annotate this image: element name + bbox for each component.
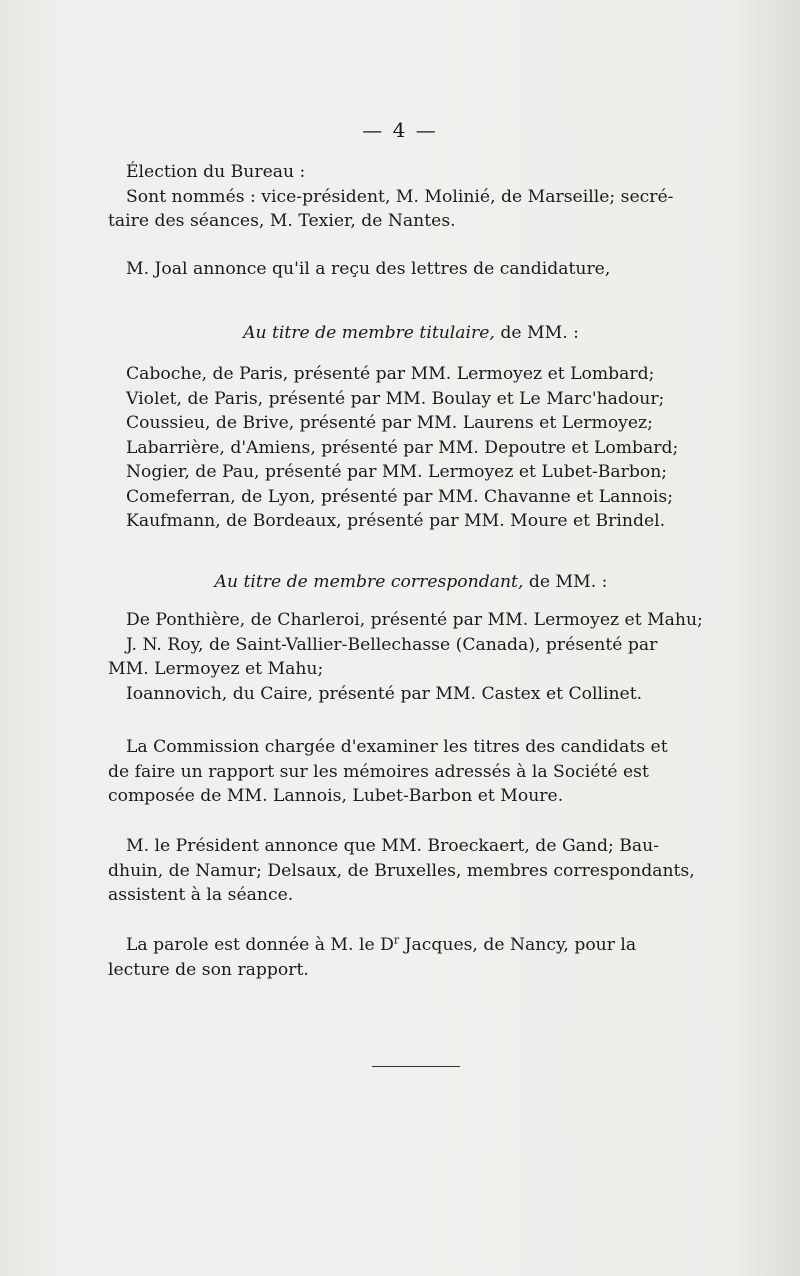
- election-section: [108, 160, 714, 234]
- list-item: Comeferran, de Lyon, présenté par MM. Chavanne et Lannois;: [126, 486, 674, 507]
- correspondant-heading-italic: Au titre de membre correspondant,: [214, 572, 524, 592]
- list-item: Nogier, de Pau, présenté par MM. Lermoyez et Lubet-Barbon;: [126, 462, 668, 482]
- election-heading: Élection du Bureau :: [126, 162, 306, 182]
- president-line-3: assistent à la séance.: [108, 885, 294, 905]
- list-item: J. N. Roy, de Saint-Vallier-Bellechasse (Canada), présenté par: [126, 634, 658, 655]
- president-line-2: dhuin, de Namur; Delsaux, de Bruxelles, membres correspondants,: [108, 860, 695, 881]
- section-divider: [372, 1066, 460, 1067]
- correspondant-heading-roman: de MM. :: [523, 572, 608, 592]
- list-item: Caboche, de Paris, présenté par MM. Lermoyez et Lombard;: [126, 364, 655, 384]
- parole-line-2: lecture de son rapport.: [108, 959, 309, 980]
- list-item: Ioannovich, du Caire, présenté par MM. Castex et Collinet.: [126, 683, 643, 704]
- page-number: — 4 —: [362, 118, 438, 142]
- commission-line-1: La Commission chargée d'examiner les titres des candidats et: [126, 737, 668, 757]
- announcement-text: M. Joal annonce qu'il a reçu des lettres de candidature,: [126, 259, 611, 279]
- list-item: Kaufmann, de Bordeaux, présenté par MM. Moure et Brindel.: [126, 511, 666, 531]
- titulaire-heading-italic: Au titre de membre titulaire,: [243, 323, 495, 343]
- commission-line-3: composée de MM. Lannois, Lubet-Barbon et Moure.: [108, 786, 564, 806]
- election-line-2: taire des séances, M. Texier, de Nantes.: [108, 211, 456, 231]
- correspondant-heading: [108, 570, 714, 595]
- parole-line-1: La parole est donnée à M. le $D^r$ Jacques, de Nancy, pour la: [126, 933, 637, 955]
- commission-paragraph: [108, 735, 714, 809]
- list-item-continuation: MM. Lermoyez et Mahu;: [108, 659, 324, 679]
- president-paragraph: [108, 834, 714, 908]
- list-item: Violet, de Paris, présenté par MM. Boulay et Le Marc'hadour;: [126, 388, 665, 409]
- announcement-section: [108, 257, 714, 282]
- election-line-1: Sont nommés : vice-président, M. Molinié, de Marseille; secré-: [126, 186, 674, 207]
- president-line-1: M. le Président annonce que MM. Broeckaert, de Gand; Bau-: [126, 836, 660, 856]
- parole-paragraph: [108, 933, 714, 982]
- titulaire-list: [108, 362, 714, 534]
- list-item: Coussieu, de Brive, présenté par MM. Laurens et Lermoyez;: [126, 413, 653, 433]
- commission-line-2: de faire un rapport sur les mémoires adressés à la Société est: [108, 761, 649, 782]
- list-item: Labarrière, d'Amiens, présenté par MM. Depoutre et Lombard;: [126, 437, 679, 458]
- correspondant-list: [108, 608, 714, 706]
- titulaire-heading: [108, 321, 714, 346]
- titulaire-heading-roman: de MM. :: [494, 323, 579, 343]
- list-item: De Ponthière, de Charleroi, présenté par MM. Lermoyez et Mahu;: [126, 610, 703, 630]
